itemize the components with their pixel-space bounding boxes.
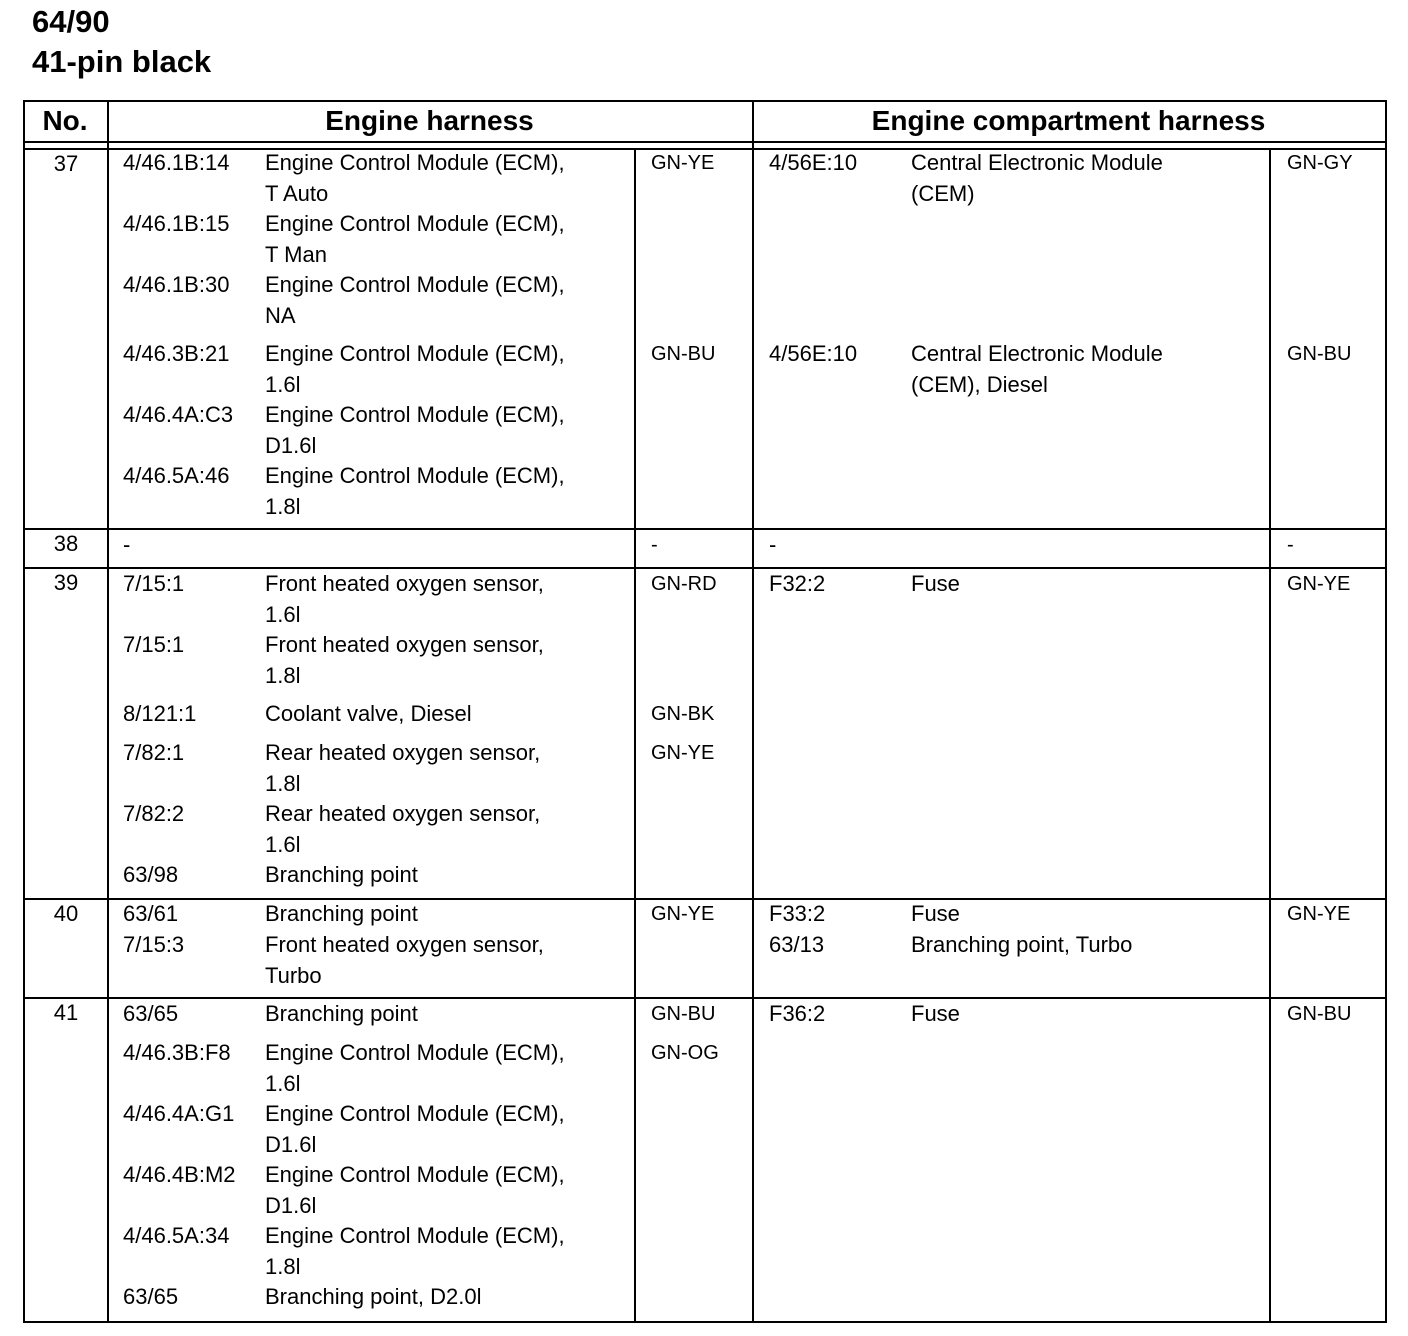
engine-wire-color: GN-BK <box>651 703 715 725</box>
row-divider <box>23 898 1387 900</box>
engine-component-desc: Engine Control Module (ECM), <box>265 150 565 175</box>
engine-component-desc: 1.8l <box>265 1253 301 1279</box>
row-divider <box>23 997 1387 999</box>
compartment-component-desc: (CEM) <box>911 180 975 206</box>
header-engine-compartment-harness: Engine compartment harness <box>871 105 1266 136</box>
compartment-component-desc: Fuse <box>911 901 960 926</box>
engine-component-desc: 1.6l <box>265 601 301 627</box>
engine-component-desc: Front heated oxygen sensor, <box>265 571 544 596</box>
compartment-component-desc: Branching point, Turbo <box>911 932 1133 957</box>
engine-wire-color: GN-RD <box>651 573 717 595</box>
pin-number: 38 <box>53 531 79 556</box>
col-divider-compartment-color <box>1269 148 1271 1321</box>
engine-wire-color: GN-YE <box>651 742 715 764</box>
table-border-left <box>23 100 25 1323</box>
compartment-connector-code: 4/56E:10 <box>769 150 858 175</box>
engine-component-desc: Front heated oxygen sensor, <box>265 632 544 657</box>
engine-connector-code: - <box>123 532 131 557</box>
col-divider-no <box>107 100 109 1323</box>
engine-component-desc: 1.8l <box>265 770 301 796</box>
engine-component-desc: Engine Control Module (ECM), <box>265 402 565 427</box>
page-number: 64/90 <box>32 4 110 39</box>
engine-wire-color: - <box>651 534 658 556</box>
compartment-connector-code: - <box>769 532 777 557</box>
engine-component-desc: Rear heated oxygen sensor, <box>265 801 541 826</box>
pin-number: 40 <box>53 901 79 926</box>
engine-connector-code: 7/15:1 <box>123 571 185 596</box>
engine-connector-code: 4/46.5A:34 <box>123 1223 230 1248</box>
engine-connector-code: 4/46.4A:G1 <box>123 1101 235 1126</box>
engine-component-desc: T Man <box>265 241 327 267</box>
compartment-connector-code: F32:2 <box>769 571 826 596</box>
compartment-connector-code: F33:2 <box>769 901 826 926</box>
header-divider-double <box>23 148 1387 150</box>
header-engine-harness: Engine harness <box>325 105 534 136</box>
engine-component-desc: Engine Control Module (ECM), <box>265 1162 565 1187</box>
engine-component-desc: 1.6l <box>265 831 301 857</box>
engine-component-desc: 1.6l <box>265 1070 301 1096</box>
compartment-component-desc: (CEM), Diesel <box>911 371 1048 397</box>
engine-component-desc: Engine Control Module (ECM), <box>265 1040 565 1065</box>
engine-component-desc: Engine Control Module (ECM), <box>265 341 565 366</box>
engine-component-desc: Engine Control Module (ECM), <box>265 463 565 488</box>
engine-component-desc: 1.6l <box>265 371 301 397</box>
compartment-wire-color: GN-GY <box>1287 152 1353 174</box>
col-divider-engine-color <box>634 148 636 1321</box>
pin-number: 37 <box>53 151 79 176</box>
engine-component-desc: Engine Control Module (ECM), <box>265 272 565 297</box>
engine-connector-code: 4/46.1B:30 <box>123 272 230 297</box>
engine-connector-code: 7/82:1 <box>123 740 185 765</box>
compartment-wire-color: GN-BU <box>1287 1003 1352 1025</box>
engine-component-desc: Coolant valve, Diesel <box>265 701 472 726</box>
compartment-wire-color: GN-YE <box>1287 573 1351 595</box>
table-border-right <box>1385 100 1387 1323</box>
engine-component-desc: Engine Control Module (ECM), <box>265 211 565 236</box>
engine-component-desc: Branching point <box>265 1001 418 1026</box>
compartment-component-desc: Central Electronic Module <box>911 341 1163 366</box>
connector-title: 41-pin black <box>32 44 212 79</box>
compartment-component-desc: Central Electronic Module <box>911 150 1163 175</box>
engine-connector-code: 63/98 <box>123 862 179 887</box>
row-divider <box>23 567 1387 569</box>
row-divider <box>23 528 1387 530</box>
engine-component-desc: 1.8l <box>265 662 301 688</box>
engine-wire-color: GN-OG <box>651 1042 719 1064</box>
engine-component-desc: NA <box>265 302 296 328</box>
header-no: No. <box>42 105 88 136</box>
compartment-connector-code: 4/56E:10 <box>769 341 858 366</box>
engine-connector-code: 4/46.4A:C3 <box>123 402 234 427</box>
engine-component-desc: Turbo <box>265 962 322 988</box>
compartment-component-desc: Fuse <box>911 571 960 596</box>
engine-connector-code: 4/46.1B:14 <box>123 150 230 175</box>
engine-wire-color: GN-BU <box>651 1003 716 1025</box>
engine-connector-code: 7/82:2 <box>123 801 185 826</box>
engine-connector-code: 7/15:1 <box>123 632 185 657</box>
engine-connector-code: 4/46.3B:F8 <box>123 1040 231 1065</box>
compartment-wire-color: - <box>1287 534 1294 556</box>
compartment-component-desc: Fuse <box>911 1001 960 1026</box>
compartment-wire-color: GN-YE <box>1287 903 1351 925</box>
engine-connector-code: 7/15:3 <box>123 932 185 957</box>
engine-component-desc: D1.6l <box>265 1192 317 1218</box>
engine-component-desc: D1.6l <box>265 1131 317 1157</box>
engine-component-desc: Branching point <box>265 901 418 926</box>
engine-wire-color: GN-BU <box>651 343 716 365</box>
compartment-connector-code: F36:2 <box>769 1001 826 1026</box>
engine-component-desc: T Auto <box>265 180 329 206</box>
compartment-wire-color: GN-BU <box>1287 343 1352 365</box>
header-divider <box>23 141 1387 143</box>
pin-number: 39 <box>53 570 79 595</box>
engine-connector-code: 4/46.3B:21 <box>123 341 230 366</box>
engine-component-desc: Engine Control Module (ECM), <box>265 1223 565 1248</box>
engine-component-desc: Front heated oxygen sensor, <box>265 932 544 957</box>
engine-component-desc: D1.6l <box>265 432 317 458</box>
engine-component-desc: Rear heated oxygen sensor, <box>265 740 541 765</box>
engine-connector-code: 63/61 <box>123 901 179 926</box>
engine-wire-color: GN-YE <box>651 152 715 174</box>
compartment-connector-code: 63/13 <box>769 932 825 957</box>
table-border-bottom <box>23 1321 1387 1323</box>
engine-component-desc: Branching point, D2.0l <box>265 1284 482 1309</box>
engine-wire-color: GN-YE <box>651 903 715 925</box>
engine-component-desc: Engine Control Module (ECM), <box>265 1101 565 1126</box>
engine-connector-code: 63/65 <box>123 1001 179 1026</box>
engine-connector-code: 4/46.1B:15 <box>123 211 230 236</box>
col-divider-mid <box>752 100 754 1323</box>
engine-component-desc: Branching point <box>265 862 418 887</box>
pin-number: 41 <box>53 1000 79 1025</box>
engine-connector-code: 4/46.5A:46 <box>123 463 230 488</box>
table-border-top <box>23 100 1387 102</box>
engine-connector-code: 63/65 <box>123 1284 179 1309</box>
engine-connector-code: 4/46.4B:M2 <box>123 1162 236 1187</box>
engine-connector-code: 8/121:1 <box>123 701 197 726</box>
engine-component-desc: 1.8l <box>265 493 301 519</box>
